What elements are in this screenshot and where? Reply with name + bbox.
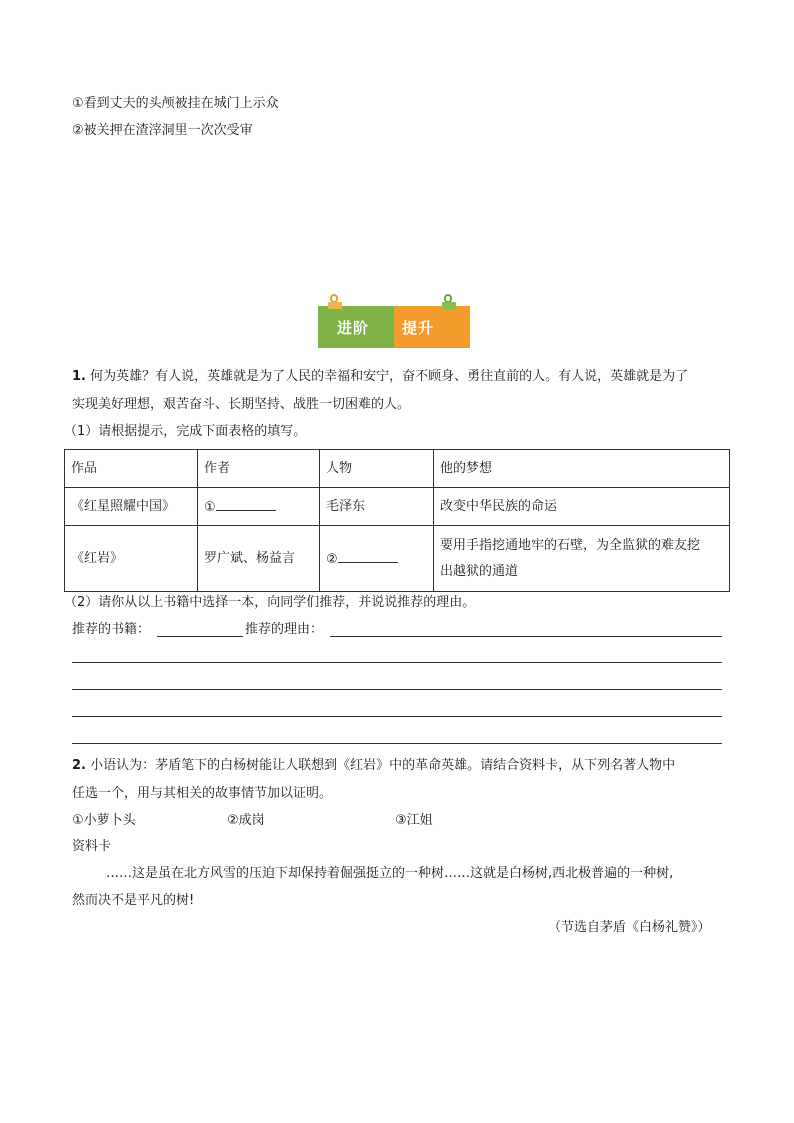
question-number: 2. (72, 758, 86, 773)
answer-line[interactable] (72, 689, 722, 690)
question-1-line2: 实现美好理想，艰苦奋斗、长期坚持、战胜一切困难的人。 (72, 397, 411, 412)
option-item: ②成岗 (227, 813, 265, 828)
table-cell: 改变中华民族的命运 (434, 488, 730, 526)
answer-blank-2[interactable]: ② (320, 526, 434, 592)
source-citation: （节选自茅盾《白杨礼赞》） (548, 920, 711, 935)
table-header: 作品 (65, 450, 198, 488)
table-row (65, 526, 730, 592)
option-item: ①小萝卜头 (72, 813, 136, 828)
question-2-line1: 2. 小语认为：茅盾笔下的白杨树能让人联想到《红岩》中的革命英雄。请结合资料卡，从下列名著人物中 (72, 758, 676, 773)
list-item: ①看到丈夫的头颅被挂在城门上示众 (72, 96, 279, 111)
table-row (65, 488, 730, 526)
banner-left-text: 进阶 (337, 319, 370, 337)
question-2-line2: 任选一个，用与其相关的故事情节加以证明。 (72, 786, 333, 801)
table-header-row (65, 450, 730, 488)
recommend-book-input[interactable] (157, 636, 243, 637)
card-title: 资料卡 (72, 839, 112, 854)
table-cell: 毛泽东 (320, 488, 434, 526)
question-number: 1. (72, 369, 86, 384)
banner-right-text: 提升 (402, 319, 435, 337)
question-1-line1: 1. 何为英雄？有人说，英雄就是为了人民的幸福和安宁，奋不顾身、勇往直前的人。有人说，英雄就是为了 (72, 369, 689, 384)
recommend-reason-input[interactable] (330, 636, 722, 637)
table-header: 人物 (320, 450, 434, 488)
sub-question-1: （1）请根据提示，完成下面表格的填写。 (64, 424, 307, 439)
info-table (64, 449, 730, 592)
list-item: ②被关押在渣滓洞里一次次受审 (72, 123, 253, 138)
card-text-line1: ……这是虽在北方风雪的压迫下却保持着倔强挺立的一种树……这就是白杨树,西北极普遍的一种树, (106, 866, 674, 881)
card-text-line2: 然而决不是平凡的树! (72, 893, 195, 908)
table-cell: 《红岩》 (65, 526, 198, 592)
table-header: 作者 (198, 450, 320, 488)
answer-line[interactable] (72, 716, 722, 717)
table-header: 他的梦想 (434, 450, 730, 488)
answer-blank-1[interactable]: ① (198, 488, 320, 526)
sub-question-2: （2）请你从以上书籍中选择一本，向同学们推荐，并说说推荐的理由。 (64, 595, 476, 610)
table-cell: 要用手指挖通地牢的石壁，为全监狱的难友挖 出越狱的通道 (434, 526, 730, 592)
answer-line[interactable] (72, 743, 722, 744)
section-banner (318, 306, 470, 348)
option-item: ③江姐 (395, 813, 433, 828)
table-cell: 《红星照耀中国》 (65, 488, 198, 526)
binder-clip-icon (442, 294, 456, 314)
table-cell: 罗广斌、杨益言 (198, 526, 320, 592)
recommend-reason-label: 推荐的理由： (245, 622, 324, 637)
answer-line[interactable] (72, 662, 722, 663)
recommend-book-label: 推荐的书籍： (72, 622, 151, 637)
binder-clip-icon (328, 294, 342, 314)
